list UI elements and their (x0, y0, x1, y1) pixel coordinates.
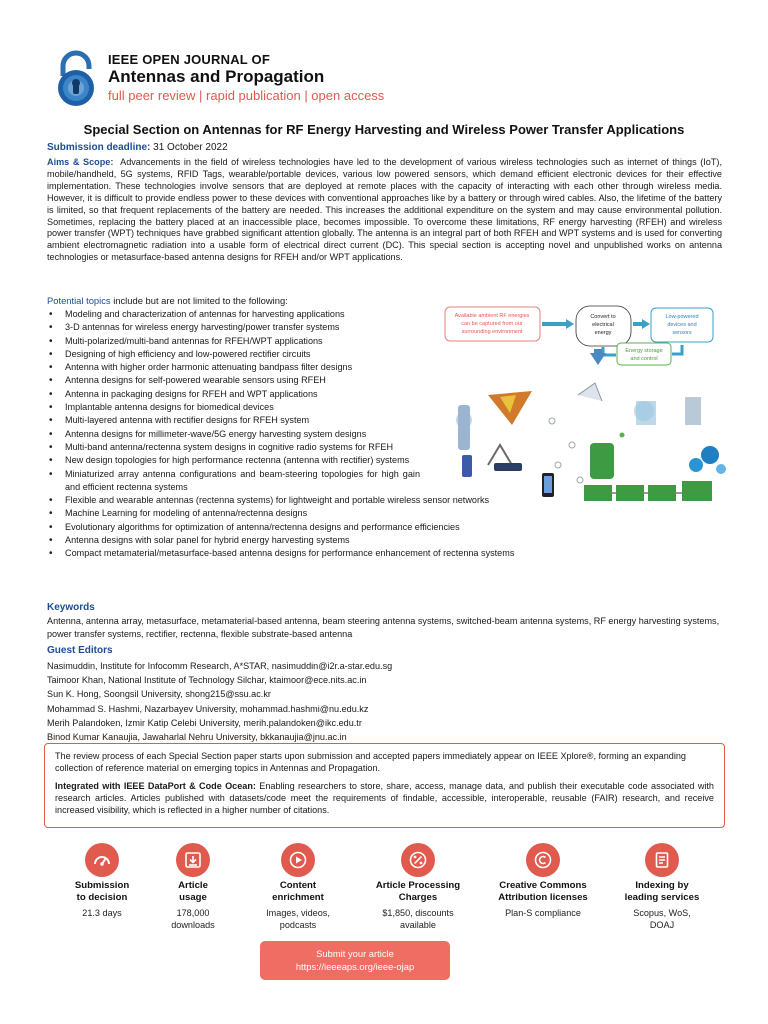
aims-and-scope (47, 157, 722, 264)
creative-commons-icon (526, 843, 560, 877)
topic-item: • Antenna designs for self-powered wearable sensors using RFEH (47, 374, 420, 387)
stat-title-line1: Article Processing (375, 880, 461, 891)
stat-value-line1: 178,000 (176, 908, 210, 918)
topic-item: • Antenna with higher order harmonic attenuating bandpass filter designs (47, 361, 420, 374)
open-padlock-logo-icon (50, 50, 102, 108)
topic-item: • Compact metamaterial/metasurface-based antenna designs for performance enhancement of rectenna systems (47, 547, 592, 560)
aims-text: Advancements in the field of wireless technologies have led to the development of various wireless technologies such as internet of things (IoT), mobile/handheld, 5G systems, RFID Tags, wearable/portable devices, various low powered sensors, which demand efficient electronic devices for their effective implementation. These technologies involve sensors that are deployed at remote places with the capacity of interacting with each other through wireless media. However, it is difficult to provide endless power to these devices with conventional approaches like by a battery or through wired cables. Also, the lifetime of the battery is limited, so that frequent replacements of the battery are needed. This increases the additional expenditure on the system and may cause environmental pollution. Sometimes, replacing the battery placed at an inaccessible place, becomes impossible. To overcome these limitations, RF energy harvesting (RFEH) and wireless power transfer (WPT) techniques have grabbed significant attention globally. The antenna is an integral part of both RFEH and WPT systems and is used for converting ambient electromagnetic radiation into a usable form of electrical direct current (DC). This special section is accepting novel and unpublished works on antenna technologies or metasurface-based antenna designs for RFEH and/or WPT applications. (47, 157, 722, 263)
topic-item: • Antenna in packaging designs for RFEH and WPT applications (47, 388, 420, 401)
figure-box2-line3: energy (594, 330, 612, 336)
figure-box1-line2: can be captured from our (461, 321, 523, 327)
topic-item: • Multi-band antenna/rectenna system designs in cognitive radio systems for RFEH (47, 441, 420, 454)
stat-title-line1: Indexing by (635, 880, 689, 891)
submit-article-button[interactable] (260, 941, 450, 980)
deadline-label: Submission deadline: (47, 142, 151, 153)
submission-deadline (47, 142, 228, 153)
submit-button-label: Submit your article (316, 948, 394, 959)
integrated-text (55, 780, 714, 816)
journal-tagline: full peer review | rapid publication | open access (108, 88, 385, 103)
stat-article-usage (137, 843, 249, 931)
topic-item: • Multi-layered antenna with rectifier designs for RFEH system (47, 414, 420, 427)
topic-item: • New design topologies for high performance rectenna (antenna with rectifier) systems (47, 454, 420, 467)
guest-editor-item: Taimoor Khan, National Institute of Technology Silchar, ktaimoor@ece.nits.ac.in (47, 675, 367, 686)
topic-item: • Flexible and wearable antennas (rectenna systems) for lightweight and portable wireless sensor networks (47, 494, 592, 507)
figure-box1-line3: surrounding environment (461, 329, 523, 335)
stat-value-line2: available (400, 920, 436, 930)
stat-title-line1: Article (178, 880, 208, 891)
guest-editor-item: Sun K. Hong, Soongsil University, shong215@ssu.ac.kr (47, 689, 271, 700)
review-info-box (44, 743, 725, 828)
guest-editors-heading: Guest Editors (47, 645, 113, 656)
figure-box3-line3: sensors (672, 330, 692, 336)
stat-indexing (606, 843, 718, 931)
guest-editors-list (47, 659, 647, 744)
stat-title-line1: Content (279, 880, 317, 891)
stat-title-line2: Attribution licenses (498, 892, 588, 903)
topic-item: • Machine Learning for modeling of antenna/rectenna designs (47, 507, 592, 520)
topic-item: • Antenna designs for millimeter-wave/5G energy harvesting system designs (47, 428, 420, 441)
percent-icon (401, 843, 435, 877)
integrated-description: Enabling researchers to store, share, access, manage data, and publish their executable code associated with research articles. Articles published with datasets/code meet the requirements of findable, accessible, interoperable, reusable (FAIR) research, and receive increased visibility, which is reflected in a higher number of citations. (55, 781, 714, 815)
guest-editor-item: Binod Kumar Kanaujia, Jawaharlal Nehru University, bkkanaujia@jnu.ac.in (47, 732, 347, 743)
section-title: Special Section on Antennas for RF Energy Harvesting and Wireless Power Transfer Applications (83, 122, 685, 137)
guest-editor-item: Mohammad S. Hashmi, Nazarbayev University, mohammad.hashmi@nu.edu.kz (47, 703, 369, 714)
guest-editor-item: Merih Palandoken, Izmir Katip Celebi University, merih.palandoken@ikc.edu.tr (47, 717, 362, 728)
aims-label: Aims & Scope: (47, 157, 114, 167)
figure-box2-line1: Convert to (590, 314, 616, 320)
keywords-heading: Keywords (47, 602, 95, 613)
journal-header (50, 50, 450, 110)
figure-box1-line1: Available ambient RF energies (454, 313, 530, 319)
speedometer-icon (85, 843, 119, 877)
stat-title-line2: to decision (76, 892, 128, 903)
stat-value-line2: podcasts (279, 920, 317, 930)
figure-box2-line2: electrical (592, 322, 614, 328)
figure-box4-line2: and control (630, 356, 658, 362)
stat-title-line1: Creative Commons (499, 880, 587, 891)
document-icon (645, 843, 679, 877)
stat-title-line1: Submission (74, 880, 130, 891)
integrated-label: Integrated with IEEE DataPort & Code Ocean: (55, 781, 256, 791)
figure-box4-line1: Energy storage (625, 348, 663, 354)
deadline-value: 31 October 2022 (153, 142, 228, 153)
topic-item: • Modeling and characterization of antennas for harvesting applications (47, 308, 420, 321)
stat-value-line1: $1,850, discounts (382, 908, 454, 918)
topic-item: • Antenna designs with solar panel for hybrid energy harvesting systems (47, 534, 592, 547)
stat-title-line2: enrichment (272, 892, 324, 903)
topic-item: • 3-D antennas for wireless energy harvesting/power transfer systems (47, 321, 420, 334)
stat-title-line2: leading services (624, 892, 700, 903)
stat-article-processing-charges (362, 843, 474, 931)
submit-url-link[interactable]: https://ieeeaps.org/ieee-ojap (295, 960, 415, 972)
stat-value-line1: Images, videos, (266, 908, 330, 918)
stat-title-line2: Charges (398, 892, 438, 903)
figure-illustration (456, 383, 726, 501)
guest-editor-item: Nasimuddin, Institute for Infocomm Research, A*STAR, nasimuddin@i2r.a-star.edu.sg (47, 661, 393, 671)
play-icon (281, 843, 315, 877)
stat-value-line1: 21.3 days (82, 908, 122, 918)
topic-item: • Miniaturized array antenna configurations and beam-steering topologies for high gain and efficient rectenna systems (47, 468, 420, 495)
topics-intro: include but are not limited to the following: (110, 295, 288, 306)
stat-value-line1: Scopus, WoS, (633, 908, 691, 918)
download-icon (176, 843, 210, 877)
figure-box3-line2: devices and (667, 322, 697, 328)
stat-content-enrichment (242, 843, 354, 931)
topic-item: • Designing of high efficiency and low-powered rectifier circuits (47, 348, 420, 361)
topic-item: • Implantable antenna designs for biomedical devices (47, 401, 420, 414)
journal-name-line2: Antennas and Propagation (108, 67, 325, 86)
journal-stats-row (40, 843, 730, 938)
stat-value-line2: DOAJ (649, 920, 675, 930)
topic-item: • Evolutionary algorithms for optimization of antenna/rectenna designs and performance efficiencies (47, 521, 592, 534)
stat-title-line2: usage (179, 892, 207, 903)
rf-energy-harvesting-figure (440, 305, 730, 515)
figure-box3-line1: Low-powered (665, 314, 699, 320)
review-process-text: The review process of each Special Section paper starts upon submission and accepted papers immediately appear on IEEE Xplore®, forming an expanding collection of reference material on emerging topics in Antennas and Propagation. (55, 751, 686, 773)
stat-value-line1: Plan-S compliance (505, 908, 581, 918)
topic-item: • Multi-polarized/multi-band antennas for RFEH/WPT applications (47, 335, 420, 348)
stat-value-line2: downloads (171, 920, 215, 930)
topics-label: Potential topics (47, 295, 111, 306)
keywords-text: Antenna, antenna array, metasurface, metamaterial-based antenna, beam steering antenna systems, switched-beam antenna systems, RF energy harvesting systems, power transfer systems, rectifier, rectenna, flexible substrate-based antenna (47, 616, 720, 639)
journal-name-line1: IEEE OPEN JOURNAL OF (108, 52, 270, 67)
stat-creative-commons (487, 843, 599, 919)
figure-flow-diagram (445, 306, 713, 365)
topics-heading (47, 295, 288, 306)
